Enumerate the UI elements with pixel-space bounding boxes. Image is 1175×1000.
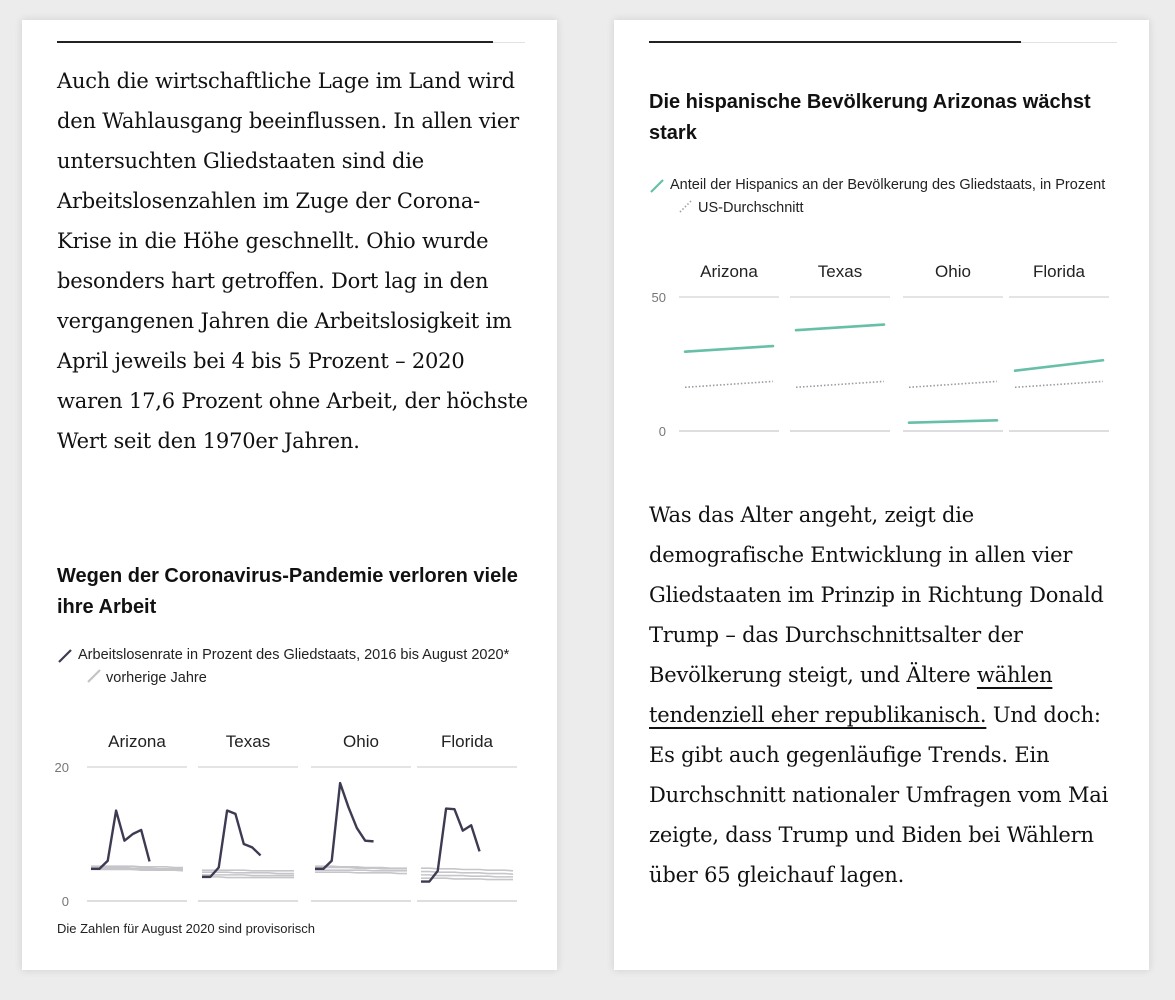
section-rule <box>649 42 1117 43</box>
panel-label: Florida <box>441 732 493 751</box>
article-paragraph <box>649 495 1124 895</box>
legend-swatch-green <box>649 178 665 194</box>
chart-title: Wegen der Coronavirus-Pandemie verloren viele ihre Arbeit <box>57 565 518 618</box>
hispanic-population-chart <box>614 235 1149 440</box>
legend-entry-state <box>649 174 1119 220</box>
previous-year-line <box>421 868 513 871</box>
legend-swatch-dotted <box>678 198 694 214</box>
previous-year-line <box>202 875 294 876</box>
chart-title: Die hispanische Bevölkerung Arizonas wächst stark <box>649 91 1091 144</box>
panel-label: Ohio <box>343 732 379 751</box>
y-tick-label: 20 <box>54 760 69 775</box>
panel-label: Arizona <box>700 262 758 281</box>
chart-legend <box>57 644 527 690</box>
legend-label-current: Arbeitslosenrate in Prozent des Gliedstaats, 2016 bis August 2020* <box>78 647 510 663</box>
legend-label-us: US-Durchschnitt <box>698 200 804 216</box>
legend-label-previous: vorherige Jahre <box>106 670 207 686</box>
panel-label: Florida <box>1033 262 1085 281</box>
series-2020-line <box>202 811 261 877</box>
legend-swatch-light <box>86 668 102 684</box>
previous-year-line <box>421 878 513 879</box>
paragraph-text-after: Und doch: Es gibt auch gegenläufige Trends. Ein Durchschnitt nationaler Umfragen vom Mai zeigte, dass Trump und Biden bei Wählern über 65 gleichauf lagen. <box>649 703 1109 887</box>
section-rule <box>57 42 525 43</box>
state-share-line <box>796 325 884 331</box>
article-card-left <box>22 20 557 970</box>
us-average-line <box>909 381 997 387</box>
panel-label: Texas <box>225 732 271 751</box>
us-average-line <box>685 381 773 387</box>
paragraph-text-before: Was das Alter angeht, zeigt die demografische Entwicklung in allen vier Gliedstaaten im Prinzip in Richtung Donald Trump – das Durchschnittsalter der Bevölkerung steigt, und Ältere <box>649 503 1104 687</box>
chart-footnote: Die Zahlen für August 2020 sind provisorisch <box>57 921 315 936</box>
article-card-right <box>614 20 1149 970</box>
unemployment-chart <box>22 705 557 910</box>
previous-year-line <box>315 872 407 873</box>
y-tick-label: 50 <box>651 290 666 305</box>
previous-year-line <box>91 870 183 871</box>
article-link[interactable]: wählen tendenziell eher republikanisch. <box>649 663 1053 727</box>
series-2020-line <box>315 783 374 869</box>
state-share-line <box>909 420 997 422</box>
previous-year-line <box>315 870 407 871</box>
y-tick-label: 0 <box>61 894 69 909</box>
series-2020-line <box>91 811 150 869</box>
panel-label: Texas <box>817 262 863 281</box>
legend-swatch-dark <box>57 648 73 664</box>
legend-entry-current <box>57 644 527 690</box>
previous-year-line <box>202 877 294 878</box>
us-average-line <box>796 381 884 387</box>
panel-label: Arizona <box>108 732 166 751</box>
state-share-line <box>685 346 773 352</box>
panel-label: Ohio <box>935 262 971 281</box>
series-2020-line <box>421 809 480 882</box>
us-average-line <box>1015 381 1103 387</box>
state-share-line <box>1015 360 1103 370</box>
legend-label-state: Anteil der Hispanics an der Bevölkerung des Gliedstaats, in Prozent <box>670 177 1106 193</box>
y-tick-label: 0 <box>658 424 666 439</box>
article-paragraph: Auch die wirtschaftliche Lage im Land wird den Wahlausgang beeinflussen. In allen vier untersuchten Gliedstaaten sind die Arbeitslosenzahlen im Zuge der Corona-Krise in die Höhe geschnellt. Ohio wurde besonders hart getroffen. Dort lag in den vergangenen Jahren die Arbeitslosigkeit im April jeweils bei 4 bis 5 Prozent – 2020 waren 17,6 Prozent ohne Arbeit, der höchste Wert seit den 1970er Jahren. <box>57 69 528 453</box>
chart-legend <box>649 174 1119 220</box>
